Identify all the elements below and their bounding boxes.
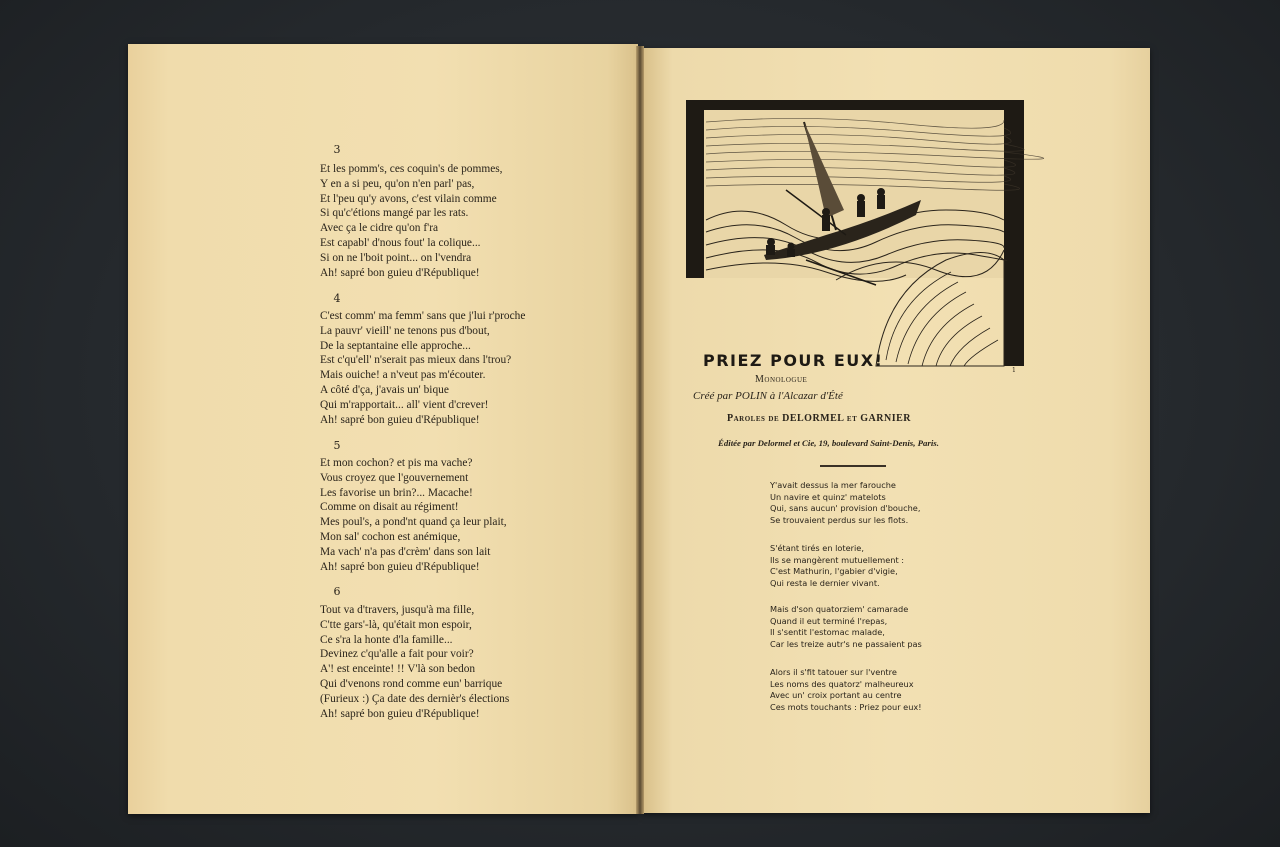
verse-line: A'! est enceinte! !! V'là son bedon xyxy=(320,663,476,676)
poem-stanza xyxy=(770,667,970,713)
creation-credit: Créé par POLIN à l'Alcazar d'Été xyxy=(693,390,843,402)
poem-line: Car les treize autr's ne passaient pas xyxy=(770,638,922,649)
poem-line: Avec un' croix portant au centre xyxy=(770,690,902,701)
verse-line: Et mon cochon? et pis ma vache? xyxy=(320,457,473,469)
verse-line: De la septantaine elle approche... xyxy=(320,339,471,352)
poem-stanza xyxy=(770,604,970,650)
poem-stanza xyxy=(770,480,970,526)
verse-line: C'tte gars'-là, qu'était mon espoir, xyxy=(320,618,472,631)
stanza xyxy=(320,309,620,427)
verse-line: C'est comm' ma femm' sans que j'lui r'proche xyxy=(320,310,526,322)
verse-line: Mon sal' cochon est anémique, xyxy=(320,530,461,543)
book-gutter xyxy=(636,46,644,814)
genre-label: Monologue xyxy=(755,374,808,385)
verse-line: Ah! sapré bon guieu d'République! xyxy=(320,560,480,573)
verse-line: Si on ne l'boit point... on l'vendra xyxy=(320,251,472,264)
verse-line: Si qu'c'étions mangé par les rats. xyxy=(320,207,469,220)
verse-line: Ma vach' n'a pas d'crèm' dans son lait xyxy=(320,545,491,558)
poem-line: Se trouvaient perdus sur les flots. xyxy=(770,514,909,525)
verse-line: Ah! sapré bon guieu d'République! xyxy=(320,266,480,279)
verse-line: Ah! sapré bon guieu d'République! xyxy=(320,413,480,426)
verse-line: Y en a si peu, qu'on n'en parl' pas, xyxy=(320,177,475,190)
poem-line: Y'avait dessus la mer farouche xyxy=(770,480,896,490)
stanza-number: 5 xyxy=(333,439,341,452)
poem-line: Quand il eut terminé l'repas, xyxy=(770,615,888,626)
poem-line: Mais d'son quatorziem' camarade xyxy=(770,604,909,614)
page-title: PRIEZ POUR EUX! xyxy=(703,351,884,370)
verse-line: La pauvr' vieill' ne tenons pus d'bout, xyxy=(320,324,490,337)
divider-rule xyxy=(820,465,886,467)
verse-line: A côté d'ça, j'avais un' bique xyxy=(320,383,449,396)
verse-line: Est c'qu'ell' n'serait pas mieux dans l'trou? xyxy=(320,354,512,367)
verse-line: Vous croyez que l'gouvernement xyxy=(320,471,469,484)
shipwreck-engraving xyxy=(686,100,1024,374)
verse-line: Ce s'ra la honte d'la famille... xyxy=(320,633,453,646)
stanza xyxy=(320,162,620,280)
verse-line: Avec ça le cidre qu'on f'ra xyxy=(320,222,439,235)
verse-line: Qui m'rapportait... all' vient d'crever! xyxy=(320,398,489,411)
lyrics-credit: Paroles de DELORMEL et GARNIER xyxy=(727,413,911,424)
engraving-mark: 1 xyxy=(1012,367,1016,374)
stanza xyxy=(320,603,620,721)
poem-line: Qui resta le dernier vivant. xyxy=(770,577,880,588)
publisher-line: Éditée par Delormel et Cie, 19, boulevard Saint-Denis, Paris. xyxy=(718,438,939,448)
stanza-number: 6 xyxy=(333,585,341,598)
poem-line: Il s'sentit l'estomac malade, xyxy=(770,627,885,638)
poem-line: Les noms des quatorz' malheureux xyxy=(770,678,914,689)
verse-line: Et les pomm's, ces coquin's de pommes, xyxy=(320,163,503,175)
poem-line: C'est Mathurin, l'gabier d'vigie, xyxy=(770,566,898,577)
poem-line: Alors il s'fit tatouer sur l'ventre xyxy=(770,667,897,677)
poem-line: Un navire et quinz' matelots xyxy=(770,491,886,502)
poem-stanza xyxy=(770,543,970,589)
verse-line: Qui d'venons rond comme eun' barrique xyxy=(320,677,503,690)
verse-line: Devinez c'qu'alle a fait pour voir? xyxy=(320,648,474,661)
poem-line: Qui, sans aucun' provision d'bouche, xyxy=(770,503,921,514)
verse-line: Les favorise un brin?... Macache! xyxy=(320,486,473,499)
verse-line: (Furieux :) Ça date des dernièr's élections xyxy=(320,692,510,705)
poem-line: Ces mots touchants : Priez pour eux! xyxy=(770,701,922,712)
verse-line: Est capabl' d'nous fout' la colique... xyxy=(320,236,481,249)
stanza-number: 4 xyxy=(333,292,341,305)
verse-line: Comme on disait au régiment! xyxy=(320,501,459,514)
verse-line: Et l'peu qu'y avons, c'est vilain comme xyxy=(320,192,497,205)
poem-line: S'étant tirés en loterie, xyxy=(770,543,864,553)
verse-line: Mais ouiche! a n'veut pas m'écouter. xyxy=(320,369,486,382)
verse-line: Tout va d'travers, jusqu'à ma fille, xyxy=(320,604,475,616)
poem-line: Ils se mangèrent mutuellement : xyxy=(770,554,905,565)
verse-line: Mes poul's, a pond'nt quand ça leur plait, xyxy=(320,516,507,529)
stanza xyxy=(320,456,620,574)
verse-line: Ah! sapré bon guieu d'République! xyxy=(320,707,480,720)
stanza-number: 3 xyxy=(333,143,341,156)
